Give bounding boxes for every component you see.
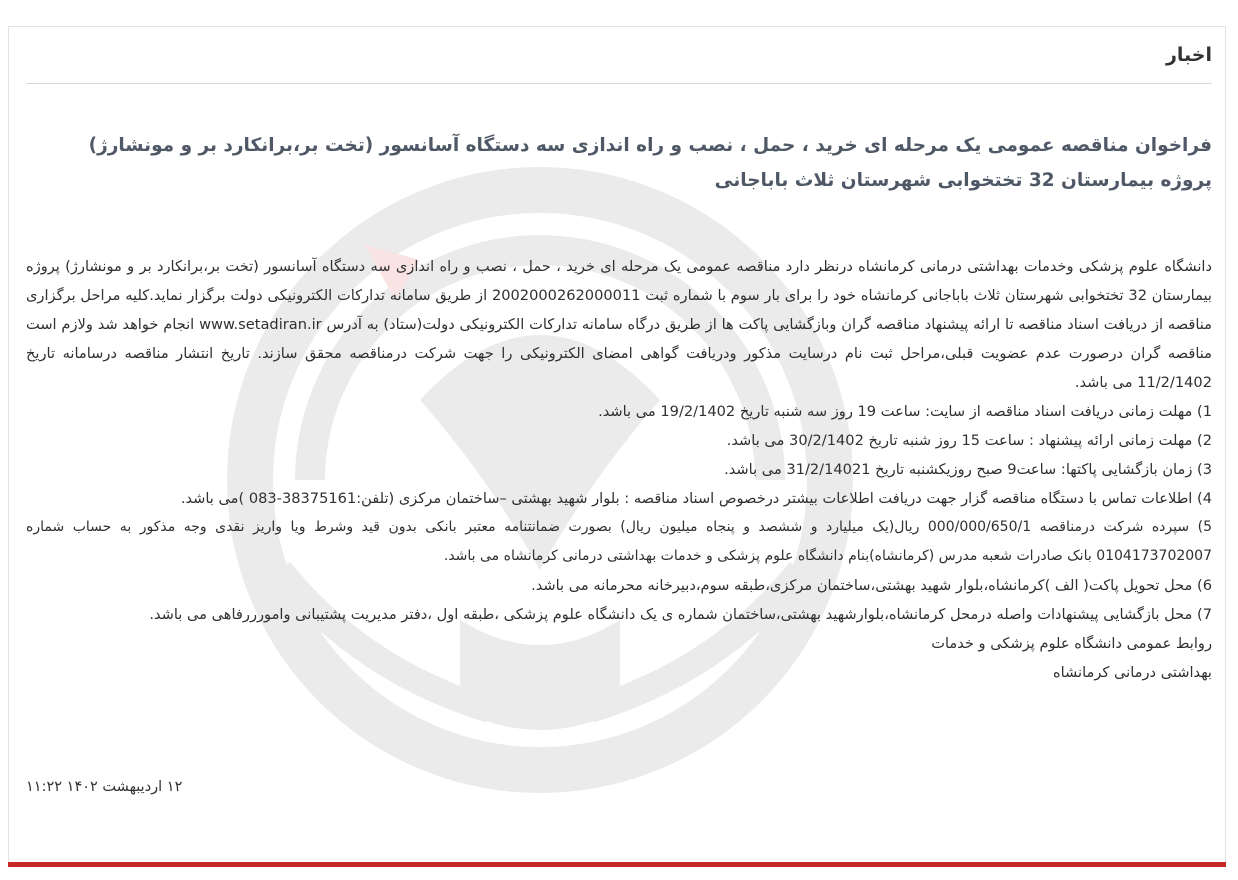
signature-line: بهداشتی درمانی کرمانشاه <box>1052 664 1212 681</box>
news-item: 5) سپرده شرکت درمناقصه 000/000/650/1 ریال(یک میلیارد و ششصد و پنجاه میلیون ریال) بصورت ضمانتنامه معتبر بانکی بدون قید وشرط ویا واریز نقدی وجه مذکور به حساب شماره 0104173702007 بانک صادرات شعبه مدرس (کرمانشاه)بنام دانشگاه علوم پزشکی و خدمات بهداشتی درمانی کرمانشاه می باشد. <box>26 519 1212 564</box>
news-headline: فراخوان مناقصه عمومی یک مرحله ای خرید ، حمل ، نصب و راه اندازی سه دستگاه آسانسور (تخت بر،برانکارد بر و مونشارژ) پروژه بیمارستان 32 تختخوابی شهرستان ثلاث باباجانی <box>88 135 1212 191</box>
section-title: اخبار <box>1165 44 1212 66</box>
signature-line: روابط عمومی دانشگاه علوم پزشکی و خدمات <box>931 635 1212 652</box>
news-body <box>26 252 1212 687</box>
news-intro-paragraph: دانشگاه علوم پزشکی وخدمات بهداشتی درمانی کرمانشاه درنظر دارد مناقصه عمومی یک مرحله ای خرید ، حمل ، نصب و راه اندازی سه دستگاه آسانسور (تخت بر،برانکارد بر و مونشارژ) پروژه بیمارستان 32 تختخوابی شهرستان ثلاث باباجانی کرمانشاه خود را برای بار سوم با شماره ثبت 2002000262000011 از طریق سامانه تدارکات الکترونیکی دولت برگزار نماید.کلیه مراحل برگزاری مناقصه از دریافت اسناد مناقصه تا ارائه پیشنهاد مناقصه گران وبازگشایی پاکت ها از طریق درگاه سامانه تدارکات الکترونیکی دولت(ستاد) به آدرس www.setadiran.ir انجام خواهد شد ولازم است مناقصه گران درصورت عدم عضویت قبلی،مراحل ثبت نام درسایت مذکور ودریافت گواهی امضای الکترونیکی را جهت شرکت درمناقصه محقق سازند. تاریخ انتشار مناقصه درسامانه تاریخ 11/2/1402 می باشد. <box>26 258 1212 391</box>
news-item: 2) مهلت زمانی ارائه پیشنهاد : ساعت 15 روز شنبه تاریخ 30/2/1402 می باشد. <box>726 432 1212 449</box>
news-item: 6) محل تحویل پاکت( الف )کرمانشاه،بلوار شهید بهشتی،ساختمان مرکزی،طبقه سوم،دبیرخانه محرمانه می باشد. <box>531 577 1212 594</box>
news-item: 3) زمان بازگشایی پاکتها: ساعت9 صبح روزیکشنبه تاریخ 31/2/14021 می باشد. <box>724 461 1212 478</box>
news-item: 1) مهلت زمانی دریافت اسناد مناقصه از سایت: ساعت 19 روز سه شنبه تاریخ 19/2/1402 می باشد. <box>598 403 1212 420</box>
news-item: 4) اطلاعات تماس با دستگاه مناقصه گزار جهت دریافت اطلاعات بیشتر درخصوص اسناد مناقصه : بلوار شهید بهشتی –ساختمان مرکزی (تلفن:38375161-083 )می باشد. <box>180 490 1212 507</box>
publish-date: ۱۲ اردیبهشت ۱۴۰۲ ۱۱:۲۲ <box>26 779 183 795</box>
footer-accent-bar <box>8 862 1226 867</box>
news-item: 7) محل بازگشایی پیشنهادات واصله درمحل کرمانشاه،بلوارشهید بهشتی،ساختمان شماره ی یک دانشگاه علوم پزشکی ،طبقه اول ،دفتر مدیریت پشتیبانی وامورررفاهی می باشد. <box>149 606 1212 623</box>
section-divider <box>26 83 1212 84</box>
